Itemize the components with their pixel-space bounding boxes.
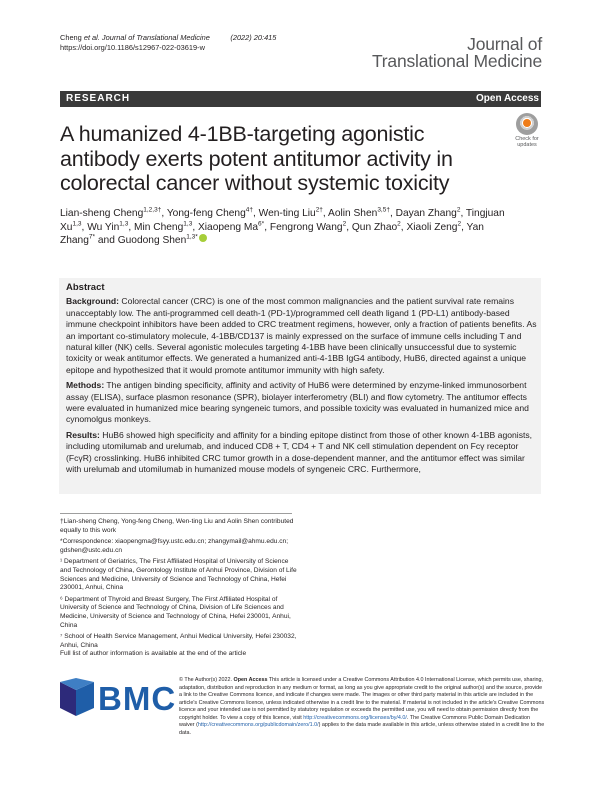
bmc-logo: [60, 678, 190, 718]
citation-journal: Journal of Translational Medicine: [99, 33, 210, 42]
cc-zero-license-link[interactable]: http://creativecommons.org/publicdomain/zero/1.0/: [197, 722, 319, 728]
citation-year-volume: (2022) 20:415: [230, 33, 277, 42]
author-list: Lian-sheng Cheng$^{1,2,3\dagger}$, Yong-feng Cheng$^{4\dagger}$, Wen-ting Liu$^{2\dagger}$, Aolin Shen$^{3,5\dagger}$, Dayan Zhang$^2$, Tingjuan Xu$^{1,3}$, Wu Yin$^{1,3}$, Min Cheng$^{1,3}$, Xiaopeng $Ma^{6*}$, Fengrong Wang$^2$, Qun Zhao$^2$, Xiaoli Zeng$^2$, Yan Zhang$^{7*}$ and Guodong Shen$^{1,3*}$: [60, 206, 505, 246]
bmc-logo-icon: [60, 678, 94, 718]
author-name: Yong-feng Cheng: [166, 208, 246, 219]
author-name: Yan Zhang: [60, 221, 484, 246]
cc-by-license-link[interactable]: http://creativecommons.org/licenses/by/4.0/: [303, 714, 407, 721]
author-affiliation-marks: 1,2,3†: [143, 206, 162, 214]
abstract-background: [66, 296, 538, 376]
results-text: HuB6 showed high specificity and affinity for a binding epitope distinct from those of other known 4-1BB agonists, including utomilumab and urelumab, and induced CD8 + T, CD4 + T and NK cell stimulation dependent on Fcγ receptor (FcγR) crosslinking. HuB6 inhibited CRC tumor growth in a dose-dependent manner, and the antitumor effect was similar with urelumab and utomilumab in humanized mouse models of syngeneic CRC. Furthermore,: [66, 429, 533, 475]
abstract: [66, 282, 538, 480]
license-open-access: Open Access: [233, 677, 268, 683]
author[interactable]: [134, 222, 192, 233]
footnote-divider: [60, 513, 292, 514]
background-label: Background:: [66, 296, 119, 307]
check-for-updates-label: Check for updates: [515, 136, 539, 148]
author-affiliation-marks: 3,5†: [377, 206, 390, 214]
open-access-label: Open Access: [476, 93, 539, 104]
citation-etal: et al.: [81, 33, 100, 42]
bmc-logo-text: BMC: [98, 680, 177, 717]
crossmark-icon: [516, 113, 538, 135]
author-affiliation-marks: 2†: [315, 206, 323, 214]
article-title: A humanized 4-1BB-targeting agonistic antibody exerts potent antitumor activity in colorectal cancer without systemic toxicity: [60, 122, 453, 195]
author-name: Min Cheng: [134, 221, 184, 233]
license-body-3: ) applies to the data made available in this article, unless otherwise stated in a credit line to the data.: [179, 722, 545, 736]
results-label: Results:: [66, 429, 100, 440]
author-name: Wu Yin: [87, 221, 120, 233]
check-for-updates-button[interactable]: [512, 113, 542, 148]
author-name: Qun Zhao: [351, 221, 398, 233]
author-name: Fengrong Wang: [269, 221, 343, 233]
doi-link[interactable]: https://doi.org/10.1186/s12967-022-03619-w: [60, 43, 205, 52]
author-name: Guodong Shen: [117, 235, 187, 246]
author[interactable]: [328, 208, 390, 219]
author-name: Wen-ting Liu: [258, 208, 316, 219]
methods-text: The antigen binding specificity, affinity and activity of HuB6 were determined by enzyme-linked immunosorbent assay (ELISA), surface plasmon resonance (SPR), biolayer interferometry (BLI) and flow cytometry. The antitumor effects were evaluated in humanized mice bearing syngeneic tumors, and possible toxicity was evaluated in humanized mice and cynomolgus monkeys.: [66, 380, 529, 425]
correspondence-label: *Correspondence:: [60, 538, 115, 546]
footnotes: [60, 518, 300, 662]
author[interactable]: [406, 222, 461, 233]
license-body-1: This article is licensed under a Creative Commons Attribution 4.0 International License, which permits use, sharing, adaptation, distribution and reproduction in any medium or format, as long as you give appropriate credit to the original author(s) and the source, provide a link to the Creative Commons licence, and indicate if changes were made. The images or other third party material in this article are included in the article's Creative Commons licence, unless indicated otherwise in a credit line to the material. If material is not included in the article's Creative Commons licence and your intended use is not permitted by statutory regulation or exceeds the permitted use, you will need to obtain permission directly from the copyright holder. To view a copy of this licence, visit: [179, 677, 545, 721]
affiliation-6: ⁶ Department of Thyroid and Breast Surgery, The First Affiliated Hospital of University of Science and Technology of China, Division of Life Sciences and Medicine, University of Science and Technology of China, Hefei 230001, Anhui, China: [60, 595, 291, 629]
article-type-bar: [60, 91, 541, 107]
author-and: and: [95, 235, 115, 246]
author-affiliation-marks: 1,3: [183, 220, 193, 228]
author-affiliation-marks: 1,3: [72, 220, 82, 228]
correspondence-emails[interactable]: xiaopengma@fsyy.ustc.edu.cn; zhangymail@ahmu.edu.cn; gdshen@ustc.edu.cn: [60, 538, 289, 554]
author-affiliation-marks: 7*: [88, 233, 96, 241]
author[interactable]: [60, 208, 161, 219]
citation-authors: Cheng: [60, 33, 82, 42]
author-affiliation-marks: 1,3*: [186, 233, 198, 241]
author-affiliation-marks: 4†: [245, 206, 253, 214]
abstract-results: [66, 430, 538, 476]
author-affiliation-marks: 1,3: [119, 220, 129, 228]
abstract-heading: Abstract: [66, 282, 105, 293]
author-affiliation-marks: 2: [342, 220, 347, 228]
author[interactable]: [167, 208, 253, 219]
author-name: Aolin Shen: [328, 208, 378, 219]
author-name: Dayan Zhang: [395, 208, 457, 219]
license-text: [179, 677, 545, 737]
author[interactable]: [396, 208, 461, 219]
author[interactable]: [259, 208, 323, 219]
license-body-2: . The Creative Commons Public Domain Dedication waiver (: [179, 714, 530, 728]
background-text: Colorectal cancer (CRC) is one of the most common malignancies and the patient survival rate remains unacceptably low. The anti-programmed cell death-1 (PD-1)/programmed cell death ligand 1 (PD-L1) antibody-based immune checkpoint inhibitors have been added to CRC treatment regimens, however, only a fraction of patients benefits. As an important co-stimulatory molecule, 4-1BB/CD137 is mainly expressed on the surface of immune cells including T and natural killer (NK) cells. Several agonistic molecules targeting 4-1BB have been clinically unsuccessful due to systemic toxicity or weak antitumor effects. We generated a humanized anti-4-1BB IgG4 antibody, HuB6, directed against a unique epitope and hypothesized that it would promote antitumor immunity with high safety.: [66, 296, 537, 375]
equal-contribution-note: †Lian-sheng Cheng, Yong-feng Cheng, Wen-ting Liu and Aolin Shen contributed equally to this work: [60, 518, 294, 534]
license-copyright: © The Author(s) 2022.: [179, 677, 234, 683]
author-name: Lian-sheng Cheng: [60, 208, 144, 219]
methods-label: Methods:: [66, 380, 105, 391]
affiliation-1: ¹ Department of Geriatrics, The First Affiliated Hospital of University of Science and Technology of China, Gerontology Institute of Anhui Province, Division of Life Sciences and Medicine, University of Science and Technology of China, Hefei 230001, Anhui, China: [60, 558, 297, 592]
author-affiliation-marks: 6*: [258, 220, 265, 228]
author-name: Xiaopeng Ma: [198, 221, 259, 233]
author[interactable]: [118, 235, 198, 246]
correspondence-note: [60, 538, 300, 555]
author-name: Tingjuan Xu: [60, 208, 505, 233]
author[interactable]: [352, 222, 401, 233]
author[interactable]: [87, 222, 128, 233]
affiliation-7: ⁷ School of Health Service Management, Anhui Medical University, Hefei 230032, Anhui, China: [60, 633, 297, 649]
author-affiliation-marks: 2: [457, 220, 462, 228]
author-affiliation-marks: 2: [397, 220, 401, 228]
journal-name-line2: Translational Medicine: [371, 51, 542, 71]
article-type-label: RESEARCH: [66, 93, 131, 104]
full-author-info-note: Full list of author information is available at the end of the article: [60, 650, 247, 658]
orcid-icon[interactable]: [199, 234, 207, 242]
author[interactable]: [198, 222, 264, 233]
author-affiliation-marks: 2: [456, 206, 461, 214]
citation-block: [60, 33, 276, 53]
journal-name-line1: Journal of: [467, 34, 542, 54]
abstract-methods: [66, 380, 538, 426]
author[interactable]: [270, 222, 346, 233]
author-name: Xiaoli Zeng: [406, 221, 458, 233]
journal-name: [372, 36, 542, 70]
citation-line: [60, 33, 276, 43]
